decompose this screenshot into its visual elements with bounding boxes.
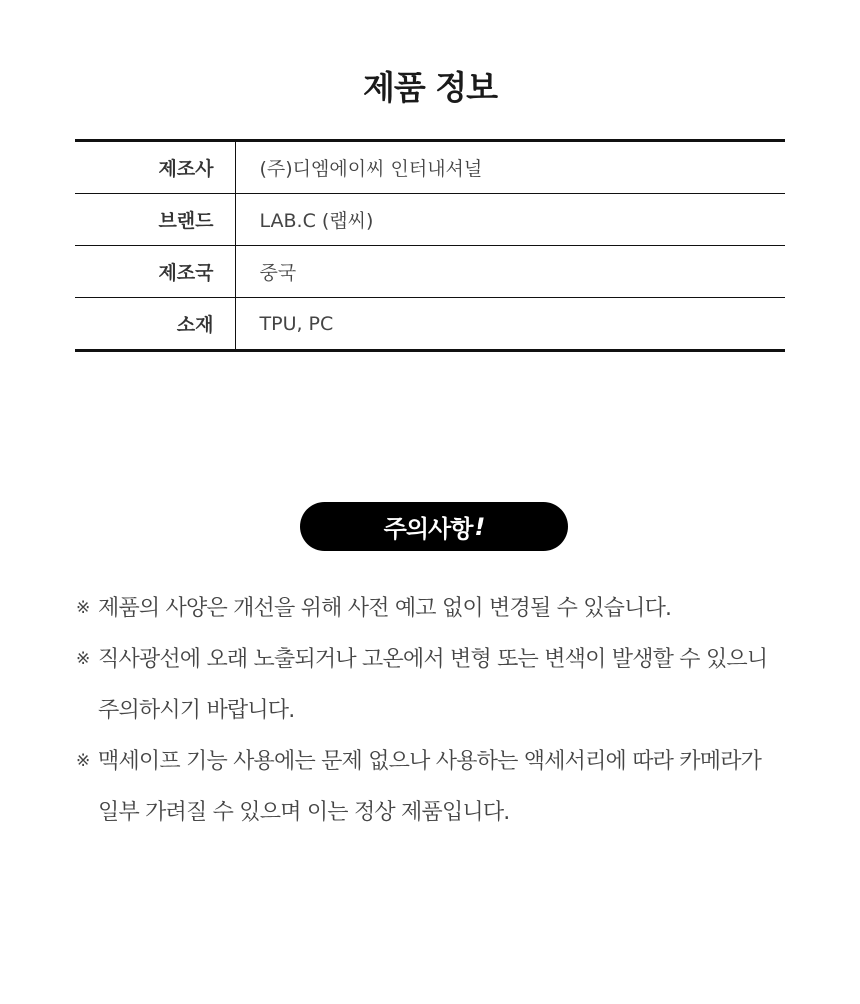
notice-item-text: 맥세이프 기능 사용에는 문제 없으나 사용하는 액세서리에 따라 카메라가 일부 가려질 수 있으며 이는 정상 제품입니다. [98, 749, 762, 825]
table-row [75, 246, 785, 298]
notice-badge-label: 주의사항 [383, 515, 473, 543]
notice-item-text: 직사광선에 오래 노출되거나 고온에서 변형 또는 변색이 발생할 수 있으니 주의하시기 바랍니다. [98, 647, 768, 723]
reference-mark-icon: ※ [76, 598, 90, 618]
product-info-title: 제품 정보 [362, 68, 497, 107]
notice-item-text: 제품의 사양은 개선을 위해 사전 예고 없이 변경될 수 있습니다. [98, 596, 672, 621]
row-label-country: 제조국 [75, 246, 235, 298]
list-item [76, 736, 776, 838]
row-label-brand: 브랜드 [75, 194, 235, 246]
product-info-table [75, 139, 785, 352]
list-item [76, 583, 776, 634]
row-label-material: 소재 [75, 298, 235, 351]
table-row [75, 194, 785, 246]
notice-list [76, 583, 776, 838]
reference-mark-icon: ※ [76, 649, 90, 669]
reference-mark-icon: ※ [76, 751, 90, 771]
row-label-manufacturer: 제조사 [75, 141, 235, 194]
table-row [75, 298, 785, 351]
row-value-brand: LAB.C (랩씨) [235, 194, 785, 246]
list-item [76, 634, 776, 736]
row-value-material: TPU, PC [259, 312, 334, 335]
notice-badge [300, 502, 568, 551]
table-row [75, 141, 785, 194]
row-value-country: 중국 [235, 246, 785, 298]
exclamation-mark: ! [474, 512, 485, 541]
row-value-manufacturer: (주)디엠에이씨 인터내셔널 [235, 141, 785, 194]
